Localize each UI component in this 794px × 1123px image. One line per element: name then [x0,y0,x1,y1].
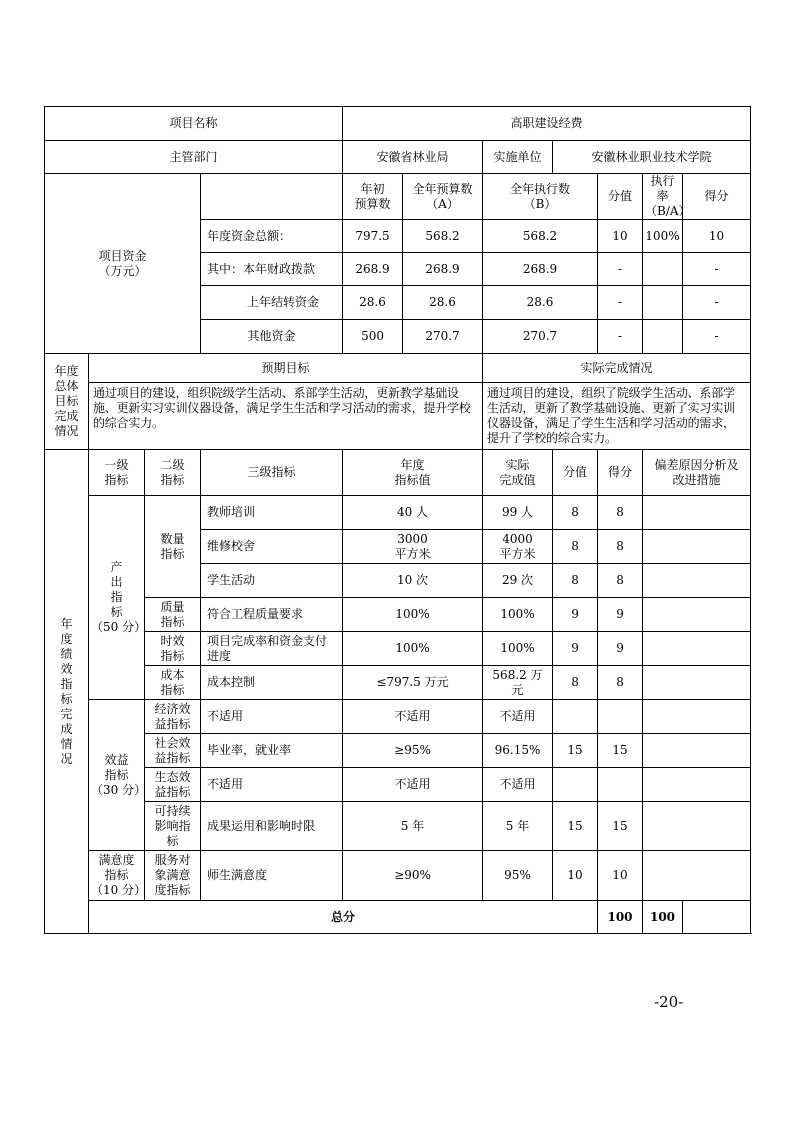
funds-row-score: 10 [683,220,751,253]
indicator-actual: 100% [483,598,553,632]
indicator-target: 40 人 [343,496,483,530]
col-level1: 一级 指标 [89,450,145,496]
indicator-score [598,700,643,734]
funds-row-value: - [598,253,643,286]
indicator-name: 维修校舍 [201,530,343,564]
funds-row-full: 268.9 [403,253,483,286]
time-indicator-label: 时效 指标 [145,632,201,666]
funds-col-value: 分值 [598,174,643,220]
funds-col-score: 得分 [683,174,751,220]
unit-label: 实施单位 [483,141,553,174]
indicator-name: 成本控制 [201,666,343,700]
indicator-name: 不适用 [201,768,343,802]
indicator-value: 9 [553,598,598,632]
sustainable-indicator-label: 可持续 影响指 标 [145,802,201,851]
funds-row-full: 270.7 [403,320,483,354]
satisfaction-indicator-label: 满意度 指标 （10 分） [89,851,145,901]
funds-col-full: 全年预算数 （A） [403,174,483,220]
indicator-target: 5 年 [343,802,483,851]
indicator-actual: 96.15% [483,734,553,768]
funds-col-rate: 执行率 （B/A） [643,174,683,220]
indicator-value: 15 [553,734,598,768]
indicator-analysis [643,564,751,598]
indicator-value: 8 [553,666,598,700]
indicator-analysis [643,700,751,734]
indicator-name: 师生满意度 [201,851,343,901]
funds-row-full: 28.6 [403,286,483,320]
indicator-name: 教师培训 [201,496,343,530]
expected-goal-text: 通过项目的建设，组织院级学生活动、系部学生活动，更新教学基础设施、更新实习实训仪器设备，满足学生生活和学习活动的需求，提升学校的综合实力。 [89,383,483,450]
indicators-section-label: 年 度 绩 效 指 标 完 成 情 况 [45,450,89,934]
expected-goal-label: 预期目标 [89,354,483,383]
unit-value: 安徽林业职业技术学院 [553,141,751,174]
col-level2: 二级 指标 [145,450,201,496]
indicator-actual: 99 人 [483,496,553,530]
indicator-row [45,666,751,700]
total-blank [683,901,751,934]
indicator-row [45,700,751,734]
indicator-score: 15 [598,734,643,768]
indicator-actual: 不适用 [483,768,553,802]
indicator-score: 8 [598,496,643,530]
funds-section-label: 项目资金 （万元） [45,174,201,354]
indicator-score: 9 [598,598,643,632]
indicator-value: 9 [553,632,598,666]
funds-row-exec: 268.9 [483,253,598,286]
indicator-actual: 568.2 万 元 [483,666,553,700]
indicator-target: 100% [343,632,483,666]
indicator-analysis [643,851,751,901]
indicator-row [45,768,751,802]
output-indicator-label: 产 出 指 标 （50 分） [89,496,145,700]
indicator-actual: 5 年 [483,802,553,851]
indicator-target: 不适用 [343,768,483,802]
indicator-score: 10 [598,851,643,901]
indicator-target: 100% [343,598,483,632]
indicator-actual: 95% [483,851,553,901]
indicator-score: 15 [598,802,643,851]
dept-label: 主管部门 [45,141,343,174]
project-name-value: 高职建设经费 [343,107,751,141]
indicator-value: 8 [553,496,598,530]
indicator-name: 毕业率，就业率 [201,734,343,768]
funds-row-score: - [683,253,751,286]
indicator-row [45,851,751,901]
indicator-score: 8 [598,564,643,598]
project-name-label: 项目名称 [45,107,343,141]
funds-row-rate: 100% [643,220,683,253]
indicator-name: 不适用 [201,700,343,734]
actual-completion-label: 实际完成情况 [483,354,751,383]
dept-value: 安徽省林业局 [343,141,483,174]
indicator-target: 3000 平方米 [343,530,483,564]
page-number: -20- [654,993,684,1011]
indicator-target: ≥95% [343,734,483,768]
col-score: 得分 [598,450,643,496]
total-row [45,901,751,934]
indicator-analysis [643,496,751,530]
indicator-actual: 29 次 [483,564,553,598]
service-indicator-label: 服务对 象满意 度指标 [145,851,201,901]
indicator-analysis [643,802,751,851]
funds-row-exec: 270.7 [483,320,598,354]
indicator-actual: 100% [483,632,553,666]
funds-row-exec: 28.6 [483,286,598,320]
funds-col-initial: 年初 预算数 [343,174,403,220]
col-actual: 实际 完成值 [483,450,553,496]
indicator-analysis [643,530,751,564]
col-target: 年度 指标值 [343,450,483,496]
funds-row-initial: 797.5 [343,220,403,253]
indicator-analysis [643,768,751,802]
indicator-score: 9 [598,632,643,666]
total-score: 100 [643,901,683,934]
indicator-value [553,768,598,802]
funds-row-value: - [598,286,643,320]
indicator-score: 8 [598,666,643,700]
social-indicator-label: 社会效 益指标 [145,734,201,768]
col-analysis: 偏差原因分析及 改进措施 [643,450,751,496]
col-value: 分值 [553,450,598,496]
quality-indicator-label: 质量 指标 [145,598,201,632]
performance-table [44,106,751,934]
indicator-name: 成果运用和影响时限 [201,802,343,851]
funds-row-rate [643,320,683,354]
indicator-target: ≥90% [343,851,483,901]
indicator-target: 10 次 [343,564,483,598]
indicator-row [45,496,751,530]
indicator-value [553,700,598,734]
funds-row-label: 其他资金 [201,320,343,354]
indicator-name: 学生活动 [201,564,343,598]
funds-row-full: 568.2 [403,220,483,253]
indicator-value: 15 [553,802,598,851]
total-value: 100 [598,901,643,934]
indicator-analysis [643,666,751,700]
funds-row-label: 其中：本年财政拨款 [201,253,343,286]
funds-col-exec: 全年执行数 （B） [483,174,598,220]
funds-row-initial: 500 [343,320,403,354]
indicator-row [45,734,751,768]
indicator-row [45,802,751,851]
total-label: 总分 [89,901,598,934]
indicator-actual: 不适用 [483,700,553,734]
indicator-target: ≤797.5 万元 [343,666,483,700]
indicator-analysis [643,598,751,632]
economic-indicator-label: 经济效 益指标 [145,700,201,734]
indicator-name: 符合工程质量要求 [201,598,343,632]
funds-row-score: - [683,286,751,320]
funds-row-rate [643,253,683,286]
goals-section-label: 年度 总体 目标 完成 情况 [45,354,89,450]
indicator-row [45,632,751,666]
indicator-value: 8 [553,530,598,564]
funds-row-value: 10 [598,220,643,253]
funds-row-score: - [683,320,751,354]
funds-row-value: - [598,320,643,354]
funds-row-label: 上年结转资金 [201,286,343,320]
indicator-analysis [643,632,751,666]
funds-row-rate [643,286,683,320]
actual-completion-text: 通过项目的建设，组织了院级学生活动、系部学生活动，更新了教学基础设施、更新了实习实训仪器设备，满足了学生生活和学习活动的需求，提升了学校的综合实力。 [483,383,751,450]
indicator-score [598,768,643,802]
funds-row-exec: 568.2 [483,220,598,253]
benefit-indicator-label: 效益 指标 （30 分） [89,700,145,851]
indicator-analysis [643,734,751,768]
indicator-row [45,598,751,632]
indicator-score: 8 [598,530,643,564]
funds-row-initial: 268.9 [343,253,403,286]
funds-header-blank [201,174,343,220]
cost-indicator-label: 成本 指标 [145,666,201,700]
indicator-value: 10 [553,851,598,901]
indicator-value: 8 [553,564,598,598]
funds-row-initial: 28.6 [343,286,403,320]
indicator-target: 不适用 [343,700,483,734]
funds-row-label: 年度资金总额： [201,220,343,253]
quantity-indicator-label: 数量 指标 [145,496,201,598]
indicator-actual: 4000 平方米 [483,530,553,564]
ecological-indicator-label: 生态效 益指标 [145,768,201,802]
col-level3: 三级指标 [201,450,343,496]
indicator-name: 项目完成率和资金支付 进度 [201,632,343,666]
